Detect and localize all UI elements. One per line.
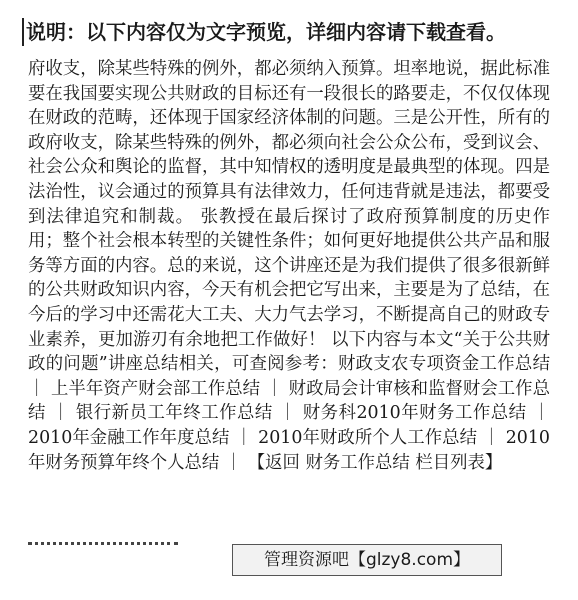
preview-notice: 说明：以下内容仅为文字预览，详细内容请下载查看。: [22, 18, 566, 46]
site-footer-badge[interactable]: 管理资源吧【glzy8.com】: [232, 544, 502, 576]
article-body: [28, 57, 550, 475]
dotted-divider: [28, 530, 178, 545]
article-paragraph: 府收支，除某些特殊的例外，都必须纳入预算。坦率地说，据此标准要在我国要实现公共财政的目标还有一段很长的路要走，不仅仅体现在财政的范畴，还体现于国家经济体制的问题。三是公开性，所有的政府收支，除某些特殊的例外，都必须向社会公众公布，受到议会、社会公众和舆论的监督，其中知情权的透明度是最典型的体现。四是法治性，议会通过的预算具有法律效力，任何违背就是违法，都要受到法律追究和制裁。 张教授在最后探讨了政府预算制度的历史作用；整个社会根本转型的关键性条件；如何更好地提供公共产品和服务等方面的内容。总的来说，这个讲座还是为我们提供了很多很新鲜的公共财政知识内容，今天有机会把它写出来，主要是为了总结，在今后的学习中还需花大工夫、大力气去学习，不断提高自己的财政专业素养，更加游刃有余地把工作做好！ 以下内容与本文“关于公共财政的问题”讲座总结相关，可查阅参考：财政支农专项资金工作总结 ｜ 上半年资产财会部工作总结 ｜ 财政局会计审核和监督财会工作总结 ｜ 银行新员工年终工作总结 ｜ 财务科2010年财务工作总结 ｜ 2010年金融工作年度总结 ｜ 2010年财政所个人工作总结 ｜ 2010年财务预算年终个人总结 ｜ 【返回 财务工作总结 栏目列表】: [28, 59, 550, 473]
